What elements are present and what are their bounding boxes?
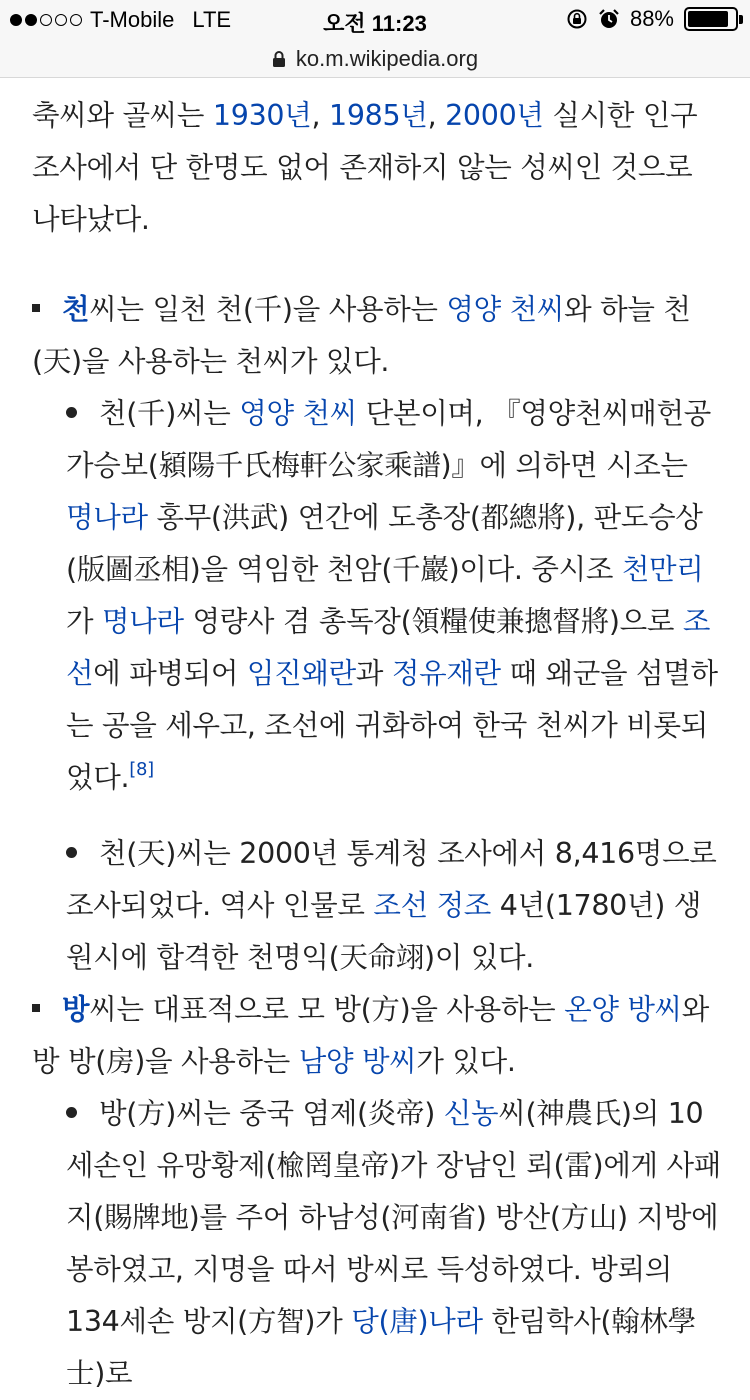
text: 단본이며, 『영양천씨매헌공가승보(潁陽千氏梅軒公家乘譜)』에 의하면 시조는 [66, 397, 712, 482]
text: 방(方)씨는 중국 염제(炎帝) [99, 1097, 444, 1130]
text: 실시한 인구조사에서 단 한명도 없어 존재하지 않는 성씨인 것으로 나타났다. [32, 99, 698, 236]
list-item-bang [32, 984, 722, 1400]
link-cheon[interactable]: 천 [62, 293, 90, 326]
link-tang-dynasty[interactable]: 당(唐)나라 [351, 1305, 483, 1338]
battery-icon [684, 7, 738, 31]
carrier-name: T-Mobile [90, 7, 175, 32]
link-namyang-bang[interactable]: 남양 방씨 [298, 1045, 417, 1078]
list-item-bang-square [66, 1088, 722, 1400]
text: 와 하늘 천(天)을 사용하는 천씨가 있다. [32, 293, 691, 378]
text: 씨(神農氏)의 10세손인 유망황제(楡罔皇帝)가 장남인 뢰(雷)에게 사패지(賜牌地)를 주어 하남성(河南省) 방산(方山) 지방에 봉하였고, 지명을 따서 방씨로 득성하였다. 방뢰의 134세손 방지(方智)가 [66, 1097, 722, 1338]
intro-paragraph [32, 90, 722, 246]
text: 홍무(洪武) 연간에 도총장(都總將), 판도승상(版圖丞相)을 역임한 천암(千巖)이다. 중시조 [66, 501, 703, 586]
link-ming-2[interactable]: 명나라 [102, 605, 184, 638]
text: , [311, 99, 329, 132]
text: 4년(1780년) 생원시에 합격한 천명익(天命翊)이 있다. [66, 889, 702, 974]
text: 과 [355, 657, 392, 690]
status-right [566, 6, 738, 32]
surname-list [32, 284, 722, 1400]
link-ming[interactable]: 명나라 [66, 501, 148, 534]
text: 와 방 방(房)을 사용하는 [32, 993, 710, 1078]
sub-list-bang [66, 1088, 722, 1400]
square-bullet-icon [32, 304, 40, 312]
link-cheon-manri[interactable]: 천만리 [621, 553, 704, 586]
link-yeongyang-cheon-2[interactable]: 영양 천씨 [239, 397, 357, 430]
text: 때 왜군을 섬멸하는 공을 세우고, 조선에 귀화하여 한국 천씨가 비롯되었다. [66, 657, 718, 794]
link-jeongyu-war[interactable]: 정유재란 [391, 657, 501, 690]
url-text: ko.m.wikipedia.org [295, 45, 479, 71]
text: 씨는 일천 천(千)을 사용하는 [89, 293, 447, 326]
reference-8[interactable]: [8] [129, 758, 154, 780]
sub-list-cheon [66, 388, 722, 984]
text: , [427, 99, 446, 132]
link-joseon[interactable]: 조선 [66, 605, 711, 690]
text: 가 있다. [416, 1045, 516, 1078]
square-bullet-icon [32, 1004, 40, 1012]
link-joseon-jeongjo[interactable]: 조선 정조 [373, 889, 492, 922]
status-time: 오전 11:23 [323, 11, 427, 36]
network-type: LTE [192, 7, 232, 32]
text: 천(千)씨는 [99, 397, 240, 430]
status-bar [0, 0, 750, 40]
text: 축씨와 골씨는 [32, 99, 213, 132]
link-bang[interactable]: 방 [62, 993, 90, 1026]
link-yeongyang-cheon[interactable]: 영양 천씨 [446, 293, 565, 326]
lock-icon [272, 50, 286, 68]
link-1930[interactable]: 1930년 [212, 99, 312, 132]
circle-bullet-icon [66, 847, 77, 858]
text: 천(天)씨는 2000년 통계청 조사에서 8,416명으로 조사되었다. 역사 인물로 [66, 837, 717, 922]
text: 에 파병되어 [93, 657, 247, 690]
orientation-lock-icon [566, 8, 588, 30]
circle-bullet-icon [66, 407, 77, 418]
battery-percentage: 88% [629, 6, 674, 31]
alarm-clock-icon [598, 8, 620, 30]
list-item-cheon-heaven [66, 828, 722, 984]
text: 한림학사(翰林學士)로 [66, 1305, 696, 1390]
link-1985[interactable]: 1985년 [329, 99, 428, 132]
link-2000[interactable]: 2000년 [445, 99, 544, 132]
text: 가 [66, 605, 102, 638]
link-onyang-bang[interactable]: 온양 방씨 [564, 993, 682, 1026]
text: 영량사 겸 총독장(領糧使兼摠督將)으로 [183, 605, 683, 638]
list-item-cheon [32, 284, 722, 984]
article-content [32, 90, 722, 1400]
text: 씨는 대표적으로 모 방(方)을 사용하는 [89, 993, 565, 1026]
address-bar[interactable] [0, 40, 750, 78]
link-imjin-war[interactable]: 임진왜란 [246, 657, 356, 690]
link-shennong[interactable]: 신농 [443, 1097, 499, 1130]
list-item-cheon-thousand [66, 388, 722, 804]
circle-bullet-icon [66, 1107, 77, 1118]
